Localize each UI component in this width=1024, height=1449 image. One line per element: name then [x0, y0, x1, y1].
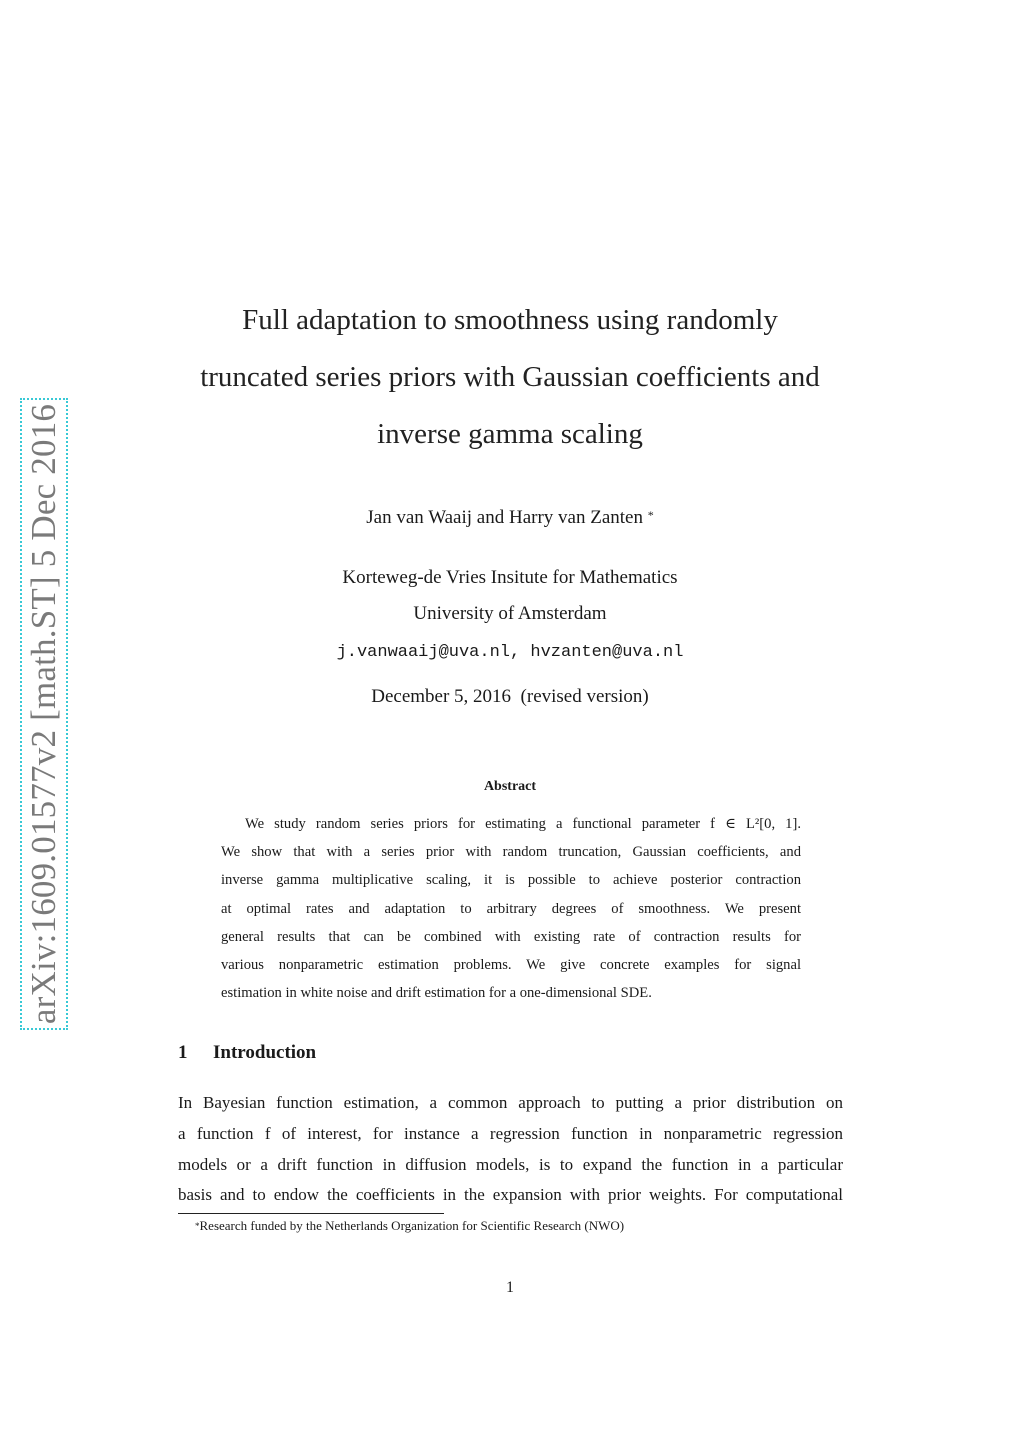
- footnote-rule: [178, 1213, 444, 1214]
- paper-title: [160, 292, 860, 463]
- section-heading: [178, 1040, 316, 1066]
- footnote-text: Research funded by the Netherlands Organization for Scientific Research (NWO): [199, 1218, 625, 1233]
- abstract-heading: Abstract: [483, 779, 537, 794]
- footnote-mark: *: [195, 1221, 200, 1231]
- intro-line: a function f of interest, for instance a regression function in nonparametric regression: [178, 1123, 843, 1143]
- institute-name: Korteweg-de Vries Insitute for Mathematics: [342, 567, 678, 588]
- title-line-1: Full adaptation to smoothness using randomly: [242, 304, 778, 336]
- abstract-line: We study random series priors for estimating a functional parameter f ∈ L²[0, 1].: [245, 816, 801, 832]
- author-names: Jan van Waaij and Harry van Zanten: [366, 507, 643, 528]
- intro-line: models or a drift function in diffusion models, is to expand the function in a particular: [178, 1154, 843, 1174]
- affiliation: [160, 560, 860, 632]
- abstract-body: [221, 810, 801, 1007]
- intro-line: In Bayesian function estimation, a common approach to putting a prior distribution on: [178, 1093, 843, 1112]
- section-number: 1: [178, 1042, 188, 1063]
- footnote: [195, 1217, 624, 1235]
- intro-line: basis and to endow the coefficients in the expansion with prior weights. For computational: [178, 1185, 843, 1205]
- section-title: Introduction: [213, 1042, 317, 1063]
- author-emails: j.vanwaaij@uva.nl, hvzanten@uva.nl: [336, 643, 684, 662]
- author-footnote-mark: *: [647, 508, 654, 522]
- abstract-line: We show that with a series prior with random truncation, Gaussian coefficients, and: [221, 844, 801, 861]
- abstract-line: estimation in white noise and drift estimation for a one-dimensional SDE.: [221, 985, 652, 1002]
- title-line-3: inverse gamma scaling: [377, 418, 643, 450]
- page-number: 1: [506, 1279, 514, 1296]
- authors: [160, 506, 860, 530]
- title-line-2: truncated series priors with Gaussian coefficients and: [200, 361, 820, 393]
- introduction-paragraph: [178, 1088, 843, 1211]
- arxiv-identifier[interactable]: arXiv:1609.01577v2 [math.ST] 5 Dec 2016: [24, 403, 63, 1025]
- paper-date: December 5, 2016 (revised version): [371, 686, 649, 707]
- abstract-line: general results that can be combined with existing rate of contraction results for: [221, 928, 801, 945]
- abstract-line: various nonparametric estimation problems. We give concrete examples for signal: [221, 956, 801, 973]
- abstract-line: inverse gamma multiplicative scaling, it is possible to achieve posterior contraction: [221, 872, 801, 889]
- abstract-line: at optimal rates and adaptation to arbitrary degrees of smoothness. We present: [221, 900, 801, 917]
- university-name: University of Amsterdam: [413, 603, 607, 624]
